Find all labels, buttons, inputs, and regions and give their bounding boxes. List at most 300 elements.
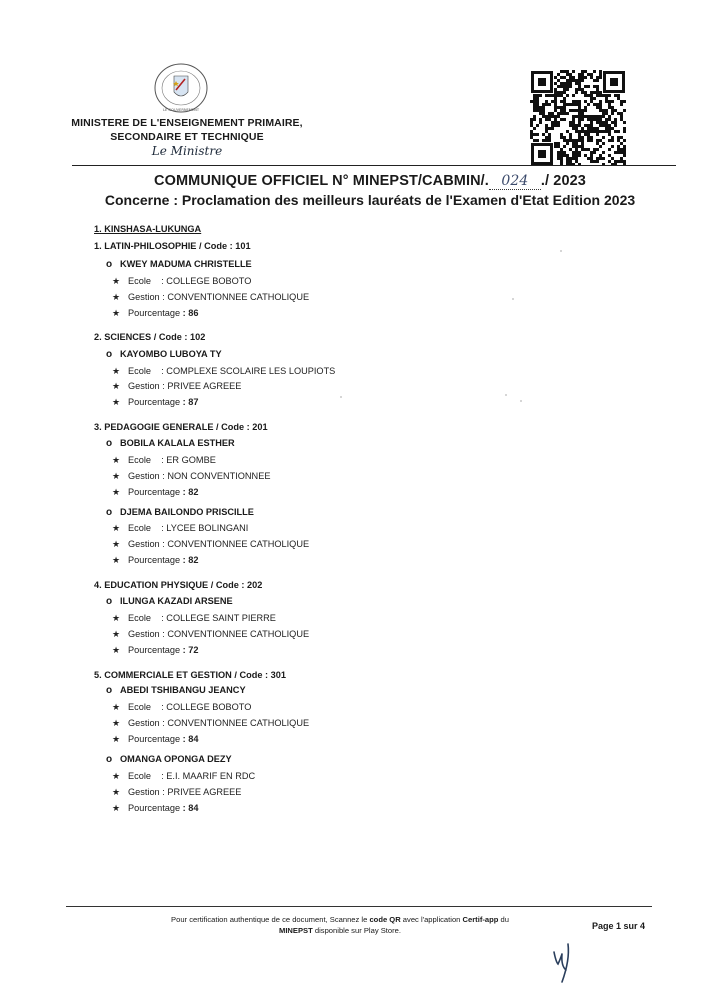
qr-module (599, 154, 602, 157)
qr-module (605, 112, 608, 115)
qr-module (566, 139, 569, 142)
qr-module (605, 100, 608, 103)
qr-module (569, 82, 572, 85)
qr-module (533, 97, 536, 100)
qr-module (563, 97, 566, 100)
qr-module (560, 136, 563, 139)
qr-module (536, 94, 539, 97)
qr-module (587, 133, 590, 136)
qr-module (581, 76, 584, 79)
qr-module (578, 112, 581, 115)
qr-module (587, 139, 590, 142)
qr-module (602, 124, 605, 127)
section-title: 2. SCIENCES / Code : 102 (94, 332, 206, 342)
qr-module (581, 130, 584, 133)
qr-module (590, 139, 593, 142)
detail-pourcentage: ★ Pourcentage : 72 (112, 645, 199, 655)
star-bullet-icon: ★ (112, 734, 121, 744)
qr-module (602, 94, 605, 97)
qr-module (548, 94, 551, 97)
qr-module (554, 142, 557, 145)
communique-suffix: ./ 2023 (540, 173, 586, 189)
ministry-line-1: MINISTERE DE L'ENSEIGNEMENT PRIMAIRE, (71, 117, 303, 129)
qr-module (560, 100, 563, 103)
qr-module (578, 115, 581, 118)
qr-module (542, 103, 545, 106)
qr-module (575, 79, 578, 82)
detail-gestion: ★ Gestion : PRIVEE AGREEE (112, 381, 242, 391)
qr-module (575, 154, 578, 157)
laureate-name: o KWEY MADUMA CHRISTELLE (106, 259, 252, 270)
qr-module (572, 79, 575, 82)
qr-module (539, 121, 542, 124)
qr-module (587, 85, 590, 88)
qr-module (533, 115, 536, 118)
qr-module (533, 103, 536, 106)
qr-module (593, 115, 596, 118)
qr-module (551, 121, 554, 124)
qr-module (548, 136, 551, 139)
qr-module (575, 127, 578, 130)
qr-module (599, 145, 602, 148)
qr-module (557, 157, 560, 160)
qr-module (581, 142, 584, 145)
qr-module (614, 121, 617, 124)
qr-module (608, 124, 611, 127)
qr-module (581, 88, 584, 91)
qr-module (578, 145, 581, 148)
qr-module (587, 115, 590, 118)
qr-module (536, 124, 539, 127)
star-bullet-icon: ★ (112, 471, 121, 481)
qr-module (554, 145, 557, 148)
svg-text:LE GOUVERNEMENT: LE GOUVERNEMENT (162, 108, 200, 112)
qr-module (617, 136, 620, 139)
qr-module (563, 145, 566, 148)
qr-module (608, 139, 611, 142)
qr-module (566, 142, 569, 145)
qr-module (563, 151, 566, 154)
qr-module (539, 94, 542, 97)
qr-module (575, 82, 578, 85)
star-bullet-icon: ★ (112, 629, 121, 639)
qr-module (575, 130, 578, 133)
qr-module (608, 160, 611, 163)
qr-module (608, 115, 611, 118)
qr-module (572, 70, 575, 73)
qr-module (563, 85, 566, 88)
laureate-name: o OMANGA OPONGA DEZY (106, 754, 232, 765)
page-number: Page 1 sur 4 (592, 921, 646, 931)
qr-module (560, 82, 563, 85)
qr-module (560, 70, 563, 73)
qr-module (584, 130, 587, 133)
qr-module (530, 118, 533, 121)
qr-module (572, 124, 575, 127)
qr-module (587, 136, 590, 139)
qr-module (533, 127, 536, 130)
detail-gestion: ★ Gestion : CONVENTIONNEE CATHOLIQUE (112, 539, 310, 549)
qr-module (584, 70, 587, 73)
qr-module (554, 118, 557, 121)
qr-module (575, 160, 578, 163)
qr-module (593, 91, 596, 94)
qr-module (536, 109, 539, 112)
qr-module (533, 100, 536, 103)
qr-module (623, 154, 626, 157)
qr-module (551, 100, 554, 103)
qr-module (539, 112, 542, 115)
circle-bullet-icon: o (106, 596, 113, 607)
qr-module (560, 154, 563, 157)
qr-module (617, 112, 620, 115)
qr-module (617, 151, 620, 154)
communique-number: 024 (489, 173, 541, 190)
qr-module (569, 103, 572, 106)
qr-module (572, 115, 575, 118)
qr-module (614, 160, 617, 163)
qr-module (590, 100, 593, 103)
qr-module (596, 79, 599, 82)
qr-module (593, 160, 596, 163)
qr-module (587, 103, 590, 106)
qr-module (602, 121, 605, 124)
qr-module (545, 127, 548, 130)
circle-bullet-icon: o (106, 349, 113, 360)
qr-module (569, 121, 572, 124)
qr-module (620, 103, 623, 106)
qr-module (548, 139, 551, 142)
qr-module (599, 130, 602, 133)
qr-module (575, 124, 578, 127)
qr-module (599, 118, 602, 121)
qr-module (608, 118, 611, 121)
detail-pourcentage: ★ Pourcentage : 86 (112, 308, 199, 318)
qr-module (608, 103, 611, 106)
qr-module (620, 112, 623, 115)
qr-module (584, 76, 587, 79)
qr-module (548, 112, 551, 115)
qr-module (590, 97, 593, 100)
qr-module (545, 103, 548, 106)
qr-module (611, 145, 614, 148)
header-divider (72, 165, 676, 166)
qr-module (572, 157, 575, 160)
qr-module (581, 136, 584, 139)
qr-module (578, 136, 581, 139)
qr-module (554, 82, 557, 85)
qr-module (596, 76, 599, 79)
qr-module (596, 118, 599, 121)
qr-module (623, 151, 626, 154)
qr-module (599, 157, 602, 160)
qr-module (572, 142, 575, 145)
qr-code[interactable] (530, 70, 626, 166)
qr-module (587, 124, 590, 127)
qr-module (581, 79, 584, 82)
qr-module (539, 106, 542, 109)
section-title: 3. PEDAGOGIE GENERALE / Code : 201 (94, 422, 268, 432)
qr-module (557, 73, 560, 76)
qr-module (590, 91, 593, 94)
qr-module (554, 91, 557, 94)
qr-module (575, 115, 578, 118)
qr-module (599, 70, 602, 73)
qr-module (605, 109, 608, 112)
qr-module (560, 160, 563, 163)
qr-module (536, 100, 539, 103)
qr-module (569, 139, 572, 142)
qr-module (557, 145, 560, 148)
qr-module (557, 142, 560, 145)
qr-module (542, 139, 545, 142)
qr-module (596, 91, 599, 94)
qr-module (611, 157, 614, 160)
qr-module (575, 151, 578, 154)
qr-module (572, 100, 575, 103)
qr-module (599, 139, 602, 142)
qr-module (542, 133, 545, 136)
qr-module (620, 151, 623, 154)
qr-module (590, 154, 593, 157)
qr-module (608, 148, 611, 151)
qr-module (563, 88, 566, 91)
qr-module (536, 97, 539, 100)
qr-module (551, 112, 554, 115)
qr-module (575, 148, 578, 151)
ministry-name (62, 116, 312, 144)
qr-module (584, 106, 587, 109)
detail-gestion: ★ Gestion : PRIVEE AGREEE (112, 787, 242, 797)
qr-module (557, 91, 560, 94)
qr-module (578, 82, 581, 85)
qr-module (533, 118, 536, 121)
communique-prefix: COMMUNIQUE OFFICIEL N° MINEPST/CABMIN/. (154, 173, 489, 189)
qr-module (605, 121, 608, 124)
qr-module (551, 115, 554, 118)
qr-module (596, 103, 599, 106)
qr-module (596, 139, 599, 142)
qr-module (548, 133, 551, 136)
qr-module (575, 100, 578, 103)
detail-pourcentage: ★ Pourcentage : 87 (112, 397, 199, 407)
qr-module (548, 103, 551, 106)
qr-module (590, 73, 593, 76)
qr-module (590, 121, 593, 124)
qr-module (623, 121, 626, 124)
laureate-name: o DJEMA BAILONDO PRISCILLE (106, 507, 254, 518)
qr-module (614, 109, 617, 112)
qr-module (611, 127, 614, 130)
qr-module (611, 136, 614, 139)
qr-module (530, 136, 533, 139)
qr-module (599, 100, 602, 103)
qr-module (587, 73, 590, 76)
qr-module (545, 100, 548, 103)
qr-module (578, 139, 581, 142)
qr-module (608, 133, 611, 136)
circle-bullet-icon: o (106, 438, 113, 449)
qr-module (599, 91, 602, 94)
qr-module (569, 157, 572, 160)
qr-module (593, 151, 596, 154)
star-bullet-icon: ★ (112, 613, 121, 623)
qr-module (554, 106, 557, 109)
qr-module (566, 130, 569, 133)
qr-module (545, 118, 548, 121)
qr-module (557, 151, 560, 154)
qr-module (614, 118, 617, 121)
qr-module (560, 106, 563, 109)
qr-module (593, 118, 596, 121)
qr-module (617, 130, 620, 133)
qr-module (566, 79, 569, 82)
qr-module (578, 154, 581, 157)
qr-module (608, 106, 611, 109)
qr-module (593, 103, 596, 106)
qr-module (536, 103, 539, 106)
qr-module (572, 109, 575, 112)
qr-module (557, 85, 560, 88)
qr-module (584, 124, 587, 127)
qr-module (545, 94, 548, 97)
qr-module (530, 121, 533, 124)
qr-module (557, 115, 560, 118)
qr-module (533, 109, 536, 112)
qr-module (581, 148, 584, 151)
qr-module (608, 127, 611, 130)
detail-gestion: ★ Gestion : CONVENTIONNEE CATHOLIQUE (112, 292, 310, 302)
circle-bullet-icon: o (106, 685, 113, 696)
qr-module (533, 94, 536, 97)
qr-module (563, 103, 566, 106)
star-bullet-icon: ★ (112, 645, 121, 655)
star-bullet-icon: ★ (112, 523, 121, 533)
qr-module (614, 124, 617, 127)
qr-module (581, 118, 584, 121)
qr-module (578, 73, 581, 76)
qr-module (566, 157, 569, 160)
qr-module (563, 82, 566, 85)
qr-module (560, 118, 563, 121)
qr-module (620, 100, 623, 103)
qr-module (572, 76, 575, 79)
qr-module (599, 73, 602, 76)
qr-module (533, 139, 536, 142)
qr-module (584, 100, 587, 103)
qr-module (617, 139, 620, 142)
qr-module (578, 124, 581, 127)
qr-module (584, 133, 587, 136)
qr-module (566, 154, 569, 157)
star-bullet-icon: ★ (112, 397, 121, 407)
qr-module (614, 94, 617, 97)
qr-module (575, 139, 578, 142)
qr-module (596, 133, 599, 136)
qr-module (623, 130, 626, 133)
star-bullet-icon: ★ (112, 455, 121, 465)
laureate-name: o ABEDI TSHIBANGU JEANCY (106, 685, 246, 696)
qr-module (575, 145, 578, 148)
qr-module (560, 151, 563, 154)
qr-module (566, 73, 569, 76)
qr-module (620, 136, 623, 139)
qr-module (581, 91, 584, 94)
circle-bullet-icon: o (106, 754, 113, 765)
qr-module (590, 76, 593, 79)
qr-module (584, 85, 587, 88)
qr-module (602, 157, 605, 160)
qr-module (548, 115, 551, 118)
qr-module (554, 76, 557, 79)
qr-module (572, 154, 575, 157)
qr-module (569, 148, 572, 151)
qr-module (575, 91, 578, 94)
qr-module (539, 118, 542, 121)
qr-module (623, 139, 626, 142)
qr-module (563, 154, 566, 157)
qr-module (599, 124, 602, 127)
star-bullet-icon: ★ (112, 539, 121, 549)
qr-module (593, 127, 596, 130)
qr-module (584, 148, 587, 151)
qr-module (605, 127, 608, 130)
qr-module (578, 130, 581, 133)
qr-module (617, 148, 620, 151)
qr-module (560, 133, 563, 136)
qr-module (593, 148, 596, 151)
minister-signature: Le Ministre (151, 144, 223, 158)
qr-module (590, 115, 593, 118)
qr-module (563, 76, 566, 79)
qr-module (563, 139, 566, 142)
qr-module (587, 157, 590, 160)
qr-module (581, 139, 584, 142)
qr-module (539, 109, 542, 112)
qr-module (560, 85, 563, 88)
qr-module (599, 76, 602, 79)
qr-module (581, 73, 584, 76)
qr-module (530, 100, 533, 103)
qr-module (533, 133, 536, 136)
qr-module (596, 127, 599, 130)
qr-module (620, 148, 623, 151)
qr-module (590, 124, 593, 127)
qr-module (578, 76, 581, 79)
qr-module (587, 118, 590, 121)
qr-module (617, 160, 620, 163)
detail-ecole: ★ Ecole : ER GOMBE (112, 455, 216, 465)
qr-module (620, 160, 623, 163)
qr-module (563, 70, 566, 73)
qr-module (596, 130, 599, 133)
qr-module (602, 109, 605, 112)
qr-module (572, 103, 575, 106)
qr-module (608, 154, 611, 157)
qr-module (590, 157, 593, 160)
qr-module (548, 118, 551, 121)
qr-module (593, 130, 596, 133)
star-bullet-icon: ★ (112, 718, 121, 728)
star-bullet-icon: ★ (112, 771, 121, 781)
qr-module (584, 91, 587, 94)
qr-module (623, 100, 626, 103)
qr-module (623, 145, 626, 148)
qr-module (602, 136, 605, 139)
qr-module (596, 88, 599, 91)
qr-module (530, 124, 533, 127)
qr-module (581, 127, 584, 130)
